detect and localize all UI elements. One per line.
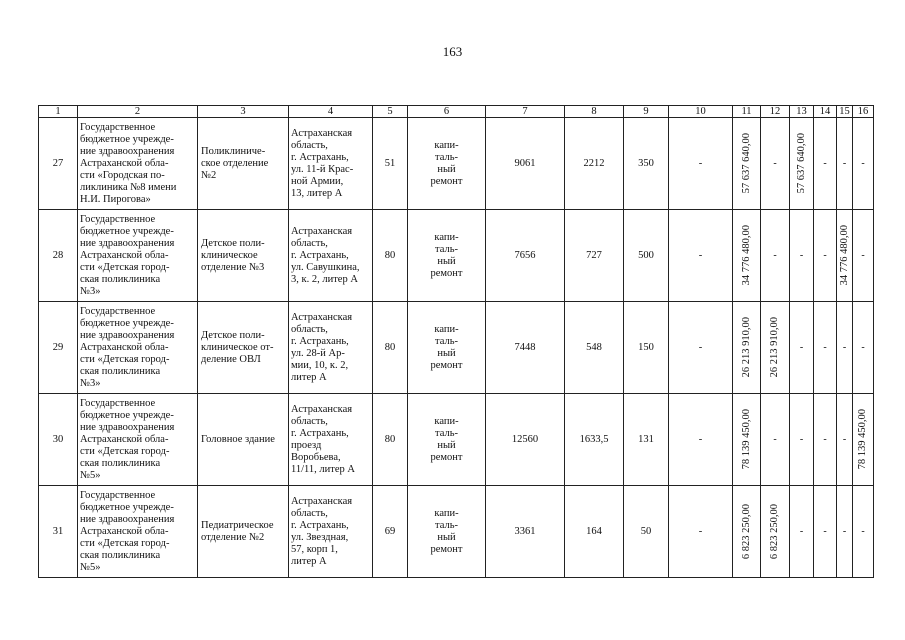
subdivision-line: Детское поли- xyxy=(201,237,265,249)
work-type-line: таль- xyxy=(435,151,458,163)
institution-name-line: Государственное xyxy=(80,305,156,317)
col5-value: 80 xyxy=(373,302,408,394)
col8-value: 2212 xyxy=(565,118,624,210)
address-line: мии, 10, к. 2, xyxy=(291,359,349,371)
column-header: 7 xyxy=(486,106,565,118)
row-number: 27 xyxy=(39,118,78,210)
work-type-line: ный xyxy=(437,163,456,175)
institution-name-line: ние здравоохранения xyxy=(80,237,175,249)
address-line: Астраханская xyxy=(291,225,353,237)
col5-value: 69 xyxy=(373,486,408,578)
amount-c15-value: 34 776 480,00 xyxy=(838,225,850,286)
address-line: литер А xyxy=(291,555,327,567)
col8-value: 164 xyxy=(565,486,624,578)
amount-c15 xyxy=(837,302,853,394)
amount-c14 xyxy=(814,394,837,486)
subdivision xyxy=(198,486,289,578)
institution-name-line: бюджетное учрежде- xyxy=(80,409,174,421)
amount-c15-dash: - xyxy=(842,525,847,537)
work-type-line: капи- xyxy=(434,231,459,243)
column-header: 16 xyxy=(853,106,874,118)
amount-c15 xyxy=(837,394,853,486)
address-line: Астраханская xyxy=(291,127,353,139)
col9-value: 131 xyxy=(624,394,669,486)
amount-c13-dash: - xyxy=(799,525,804,537)
subdivision-line: деление ОВЛ xyxy=(201,353,261,365)
col7-value: 3361 xyxy=(486,486,565,578)
column-header: 3 xyxy=(198,106,289,118)
institution-name-line: ская поликлиника xyxy=(80,549,161,561)
amount-c11-value: 57 637 640,00 xyxy=(740,133,752,194)
address-line: г. Астрахань, xyxy=(291,249,349,261)
column-header: 12 xyxy=(761,106,790,118)
work-type-line: ремонт xyxy=(430,267,463,279)
institution-name-line: Астраханской обла- xyxy=(80,341,169,353)
work-type-line: ремонт xyxy=(430,543,463,555)
institution-name-line: бюджетное учрежде- xyxy=(80,317,174,329)
work-type-line: ный xyxy=(437,531,456,543)
col9-value: 500 xyxy=(624,210,669,302)
column-header: 10 xyxy=(669,106,733,118)
amount-c11 xyxy=(733,302,761,394)
amount-c11 xyxy=(733,394,761,486)
amount-c11-value: 6 823 250,00 xyxy=(740,503,752,560)
address-line: Астраханская xyxy=(291,495,353,507)
address-line: область, xyxy=(291,139,328,151)
column-header: 14 xyxy=(814,106,837,118)
amount-c11 xyxy=(733,210,761,302)
row-number: 30 xyxy=(39,394,78,486)
institution-name-line: сти «Городская по- xyxy=(80,169,165,181)
amount-c16 xyxy=(853,394,874,486)
amount-c11-value: 26 213 910,00 xyxy=(740,317,752,378)
amount-c15 xyxy=(837,486,853,578)
table-row xyxy=(39,210,874,302)
amount-c15-dash: - xyxy=(842,341,847,353)
column-header: 15 xyxy=(837,106,853,118)
institution-name-line: бюджетное учрежде- xyxy=(80,133,174,145)
work-type xyxy=(408,118,486,210)
column-header: 1 xyxy=(39,106,78,118)
col10-value: - xyxy=(669,210,733,302)
work-type-line: ремонт xyxy=(430,451,463,463)
subdivision-line: ское отделение xyxy=(201,157,269,169)
address-line: ной Армии, xyxy=(291,175,344,187)
subdivision-line: Детское поли- xyxy=(201,329,265,341)
column-header: 9 xyxy=(624,106,669,118)
col7-value: 7448 xyxy=(486,302,565,394)
address-line: область, xyxy=(291,237,328,249)
institution-name-line: №5» xyxy=(80,561,101,573)
address-line: проезд xyxy=(291,439,322,451)
row-number: 31 xyxy=(39,486,78,578)
subdivision-line: отделение №2 xyxy=(201,531,265,543)
work-type xyxy=(408,486,486,578)
address-line: ул. 11-й Крас- xyxy=(291,163,354,175)
amount-c15 xyxy=(837,210,853,302)
institution-name-line: сти «Детская город- xyxy=(80,261,170,273)
institution-name-line: №3» xyxy=(80,285,101,297)
institution-name-line: №3» xyxy=(80,377,101,389)
amount-c11 xyxy=(733,118,761,210)
institution-name-line: Государственное xyxy=(80,121,156,133)
institution-name-line: ская поликлиника xyxy=(80,457,161,469)
amount-c14 xyxy=(814,302,837,394)
amount-c16 xyxy=(853,302,874,394)
amount-c13 xyxy=(790,118,814,210)
amount-c12 xyxy=(761,210,790,302)
column-header: 8 xyxy=(565,106,624,118)
col10-value: - xyxy=(669,302,733,394)
table-row xyxy=(39,486,874,578)
col8-value: 1633,5 xyxy=(565,394,624,486)
work-type xyxy=(408,302,486,394)
subdivision-line: клиническое xyxy=(201,249,258,261)
work-type-line: капи- xyxy=(434,415,459,427)
amount-c13 xyxy=(790,210,814,302)
subdivision xyxy=(198,302,289,394)
amount-c12 xyxy=(761,486,790,578)
address-line: 11/11, литер А xyxy=(291,463,355,475)
amount-c12 xyxy=(761,394,790,486)
work-type-line: ный xyxy=(437,255,456,267)
table-row xyxy=(39,118,874,210)
institution-name-line: Астраханской обла- xyxy=(80,433,169,445)
amount-c16 xyxy=(853,210,874,302)
col8-value: 548 xyxy=(565,302,624,394)
amount-c14-dash: - xyxy=(823,433,827,445)
address-line: область, xyxy=(291,507,328,519)
address-line: 13, литер А xyxy=(291,187,343,199)
address xyxy=(289,210,373,302)
column-header: 13 xyxy=(790,106,814,118)
subdivision xyxy=(198,210,289,302)
amount-c13-dash: - xyxy=(799,341,804,353)
address xyxy=(289,486,373,578)
amount-c15 xyxy=(837,118,853,210)
table-row xyxy=(39,302,874,394)
subdivision-line: Педиатрическое xyxy=(201,519,274,531)
amount-c13 xyxy=(790,302,814,394)
col10-value: - xyxy=(669,486,733,578)
amount-c14-dash: - xyxy=(823,157,827,169)
amount-c12-dash: - xyxy=(773,157,777,169)
institution-name-line: ская поликлиника xyxy=(80,365,161,377)
amount-c14 xyxy=(814,210,837,302)
col9-value: 50 xyxy=(624,486,669,578)
amount-c11-value: 34 776 480,00 xyxy=(740,225,752,286)
amount-c11 xyxy=(733,486,761,578)
institution-name xyxy=(78,210,198,302)
institution-name-line: Государственное xyxy=(80,213,156,225)
row-number: 29 xyxy=(39,302,78,394)
institution-name-line: ние здравоохранения xyxy=(80,513,175,525)
address xyxy=(289,302,373,394)
col5-value: 80 xyxy=(373,394,408,486)
work-type xyxy=(408,394,486,486)
amount-c14-dash: - xyxy=(823,525,827,537)
institution-name-line: сти «Детская город- xyxy=(80,353,170,365)
institution-name-line: сти «Детская город- xyxy=(80,537,170,549)
institution-name-line: Государственное xyxy=(80,397,156,409)
amount-c16-dash: - xyxy=(861,525,865,537)
amount-c15-dash: - xyxy=(842,433,847,445)
work-type-line: капи- xyxy=(434,323,459,335)
amount-c13-dash: - xyxy=(799,249,804,261)
row-number: 28 xyxy=(39,210,78,302)
col10-value: - xyxy=(669,394,733,486)
column-header: 11 xyxy=(733,106,761,118)
col5-value: 51 xyxy=(373,118,408,210)
subdivision-line: Головное здание xyxy=(201,433,275,445)
institution-name xyxy=(78,394,198,486)
amount-c14-dash: - xyxy=(823,341,827,353)
subdivision xyxy=(198,118,289,210)
work-type-line: капи- xyxy=(434,507,459,519)
subdivision xyxy=(198,394,289,486)
amount-c15-dash: - xyxy=(842,157,847,169)
amount-c16-dash: - xyxy=(861,157,865,169)
address-line: ул. Савушкина, xyxy=(291,261,360,273)
subdivision-line: №2 xyxy=(201,169,217,181)
amount-c13 xyxy=(790,486,814,578)
work-type xyxy=(408,210,486,302)
amount-c14 xyxy=(814,486,837,578)
amount-c13-dash: - xyxy=(799,433,804,445)
amount-c16-value: 78 139 450,00 xyxy=(857,409,868,470)
address xyxy=(289,394,373,486)
address-line: Астраханская xyxy=(291,311,353,323)
amount-c12-value: 6 823 250,00 xyxy=(769,503,780,560)
address-line: г. Астрахань, xyxy=(291,335,349,347)
col7-value: 9061 xyxy=(486,118,565,210)
address-line: г. Астрахань, xyxy=(291,427,349,439)
address-line: литер А xyxy=(291,371,327,383)
institution-name xyxy=(78,118,198,210)
amount-c16 xyxy=(853,118,874,210)
institution-name-line: Астраханской обла- xyxy=(80,249,169,261)
amount-c14 xyxy=(814,118,837,210)
table-row xyxy=(39,394,874,486)
address-line: область, xyxy=(291,323,328,335)
institution-name-line: ние здравоохранения xyxy=(80,421,175,433)
institution-name-line: Астраханской обла- xyxy=(80,157,169,169)
col5-value: 80 xyxy=(373,210,408,302)
address-line: область, xyxy=(291,415,328,427)
amount-c13 xyxy=(790,394,814,486)
page-number: 163 xyxy=(442,44,463,59)
amount-c16-dash: - xyxy=(861,249,865,261)
work-type-line: ный xyxy=(437,347,456,359)
col8-value: 727 xyxy=(565,210,624,302)
col7-value: 7656 xyxy=(486,210,565,302)
address-line: Воробьева, xyxy=(291,451,341,463)
address xyxy=(289,118,373,210)
work-type-line: таль- xyxy=(435,427,458,439)
institution-name-line: Н.И. Пирогова» xyxy=(80,193,151,205)
facilities-table xyxy=(38,105,874,578)
subdivision-line: клиническое от- xyxy=(201,341,274,353)
work-type-line: таль- xyxy=(435,243,458,255)
col7-value: 12560 xyxy=(486,394,565,486)
institution-name-line: ние здравоохранения xyxy=(80,145,175,157)
address-line: г. Астрахань, xyxy=(291,519,349,531)
amount-c12 xyxy=(761,118,790,210)
institution-name-line: бюджетное учрежде- xyxy=(80,225,174,237)
column-header: 6 xyxy=(408,106,486,118)
amount-c12-dash: - xyxy=(773,433,777,445)
amount-c14-dash: - xyxy=(823,249,827,261)
work-type-line: капи- xyxy=(434,139,459,151)
subdivision-line: отделение №3 xyxy=(201,261,265,273)
work-type-line: таль- xyxy=(435,519,458,531)
work-type-line: ремонт xyxy=(430,175,463,187)
work-type-line: ремонт xyxy=(430,359,463,371)
address-line: Астраханская xyxy=(291,403,353,415)
address-line: ул. Звездная, xyxy=(291,531,349,543)
amount-c16 xyxy=(853,486,874,578)
header-row xyxy=(39,106,874,118)
institution-name-line: ская поликлиника xyxy=(80,273,161,285)
address-line: 3, к. 2, литер А xyxy=(291,273,358,285)
institution-name-line: бюджетное учрежде- xyxy=(80,501,174,513)
column-header: 4 xyxy=(289,106,373,118)
column-header: 2 xyxy=(78,106,198,118)
amount-c12-dash: - xyxy=(773,249,777,261)
institution-name-line: сти «Детская город- xyxy=(80,445,170,457)
amount-c12 xyxy=(761,302,790,394)
amount-c13-value: 57 637 640,00 xyxy=(795,133,807,194)
address-line: ул. 28-й Ар- xyxy=(291,347,345,359)
amount-c11-value: 78 139 450,00 xyxy=(740,409,752,470)
work-type-line: таль- xyxy=(435,335,458,347)
institution-name-line: №5» xyxy=(80,469,101,481)
amount-c16-dash: - xyxy=(861,341,865,353)
institution-name xyxy=(78,302,198,394)
address-line: г. Астрахань, xyxy=(291,151,349,163)
institution-name-line: ние здравоохранения xyxy=(80,329,175,341)
work-type-line: ный xyxy=(437,439,456,451)
col9-value: 350 xyxy=(624,118,669,210)
institution-name-line: Государственное xyxy=(80,489,156,501)
amount-c12-value: 26 213 910,00 xyxy=(769,317,780,378)
col9-value: 150 xyxy=(624,302,669,394)
column-header: 5 xyxy=(373,106,408,118)
institution-name xyxy=(78,486,198,578)
col10-value: - xyxy=(669,118,733,210)
subdivision-line: Поликлиниче- xyxy=(201,145,266,157)
address-line: 57, корп 1, xyxy=(291,543,338,555)
institution-name-line: ликлиника №8 имени xyxy=(80,181,177,193)
institution-name-line: Астраханской обла- xyxy=(80,525,169,537)
